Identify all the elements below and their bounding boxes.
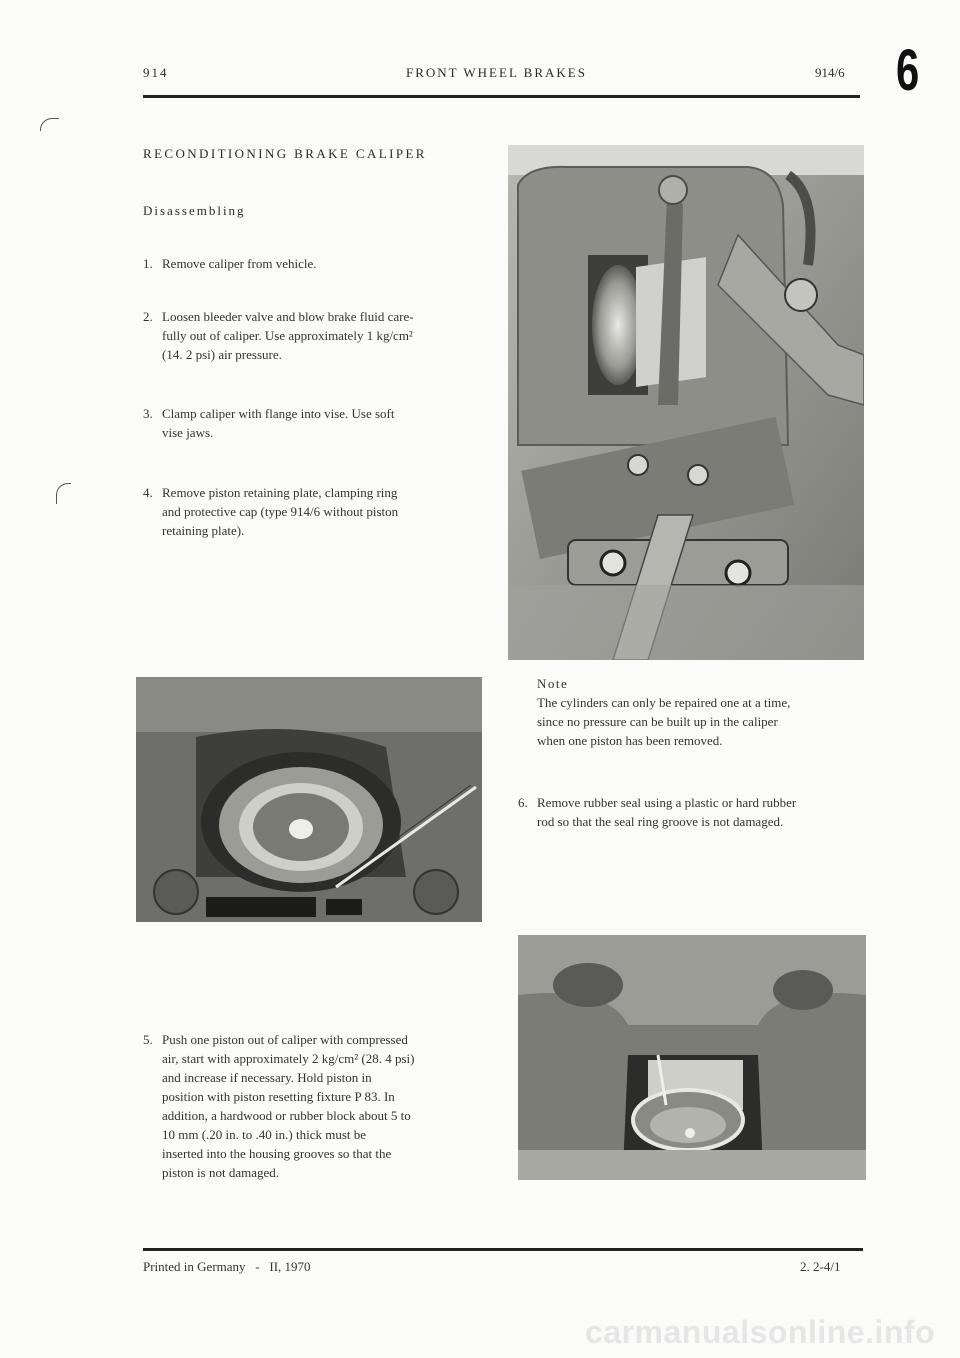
chapter-number: 6 (896, 38, 920, 103)
step-line: vise jaws. (162, 425, 214, 440)
step-number: 1. (143, 256, 153, 271)
step-line: and protective cap (type 914/6 without piston (162, 504, 399, 519)
note-line: since no pressure can be built up in the caliper (537, 714, 778, 729)
caliper-vise-photo (508, 145, 864, 660)
note-line: The cylinders can only be repaired one at a time, (537, 695, 791, 710)
subsection-title: Disassembling (143, 203, 246, 218)
step-number: 2. (143, 309, 153, 324)
step-line: retaining plate). (162, 523, 245, 538)
step-5 (143, 1030, 523, 1190)
step-line: position with piston resetting fixture P 83. In (162, 1089, 395, 1104)
header-rule (143, 95, 860, 98)
step-line: Remove caliper from vehicle. (162, 256, 317, 271)
step-line: fully out of caliper. Use approximately 1 kg/cm² (162, 328, 413, 343)
step-line: Loosen bleeder valve and blow brake fluid care- (162, 309, 414, 324)
step-number: 5. (143, 1032, 153, 1047)
step-line: Remove rubber seal using a plastic or hard rubber (537, 795, 797, 810)
footer-rule (143, 1248, 863, 1251)
step-1 (143, 254, 523, 274)
step-4 (143, 483, 523, 543)
step-line: Clamp caliper with flange into vise. Use soft (162, 406, 395, 421)
watermark-text: carmanualsonline.info (585, 1314, 936, 1350)
seal-removal-photo (518, 935, 866, 1180)
header-title: FRONT WHEEL BRAKES (406, 65, 587, 80)
step-line: air, start with approximately 2 kg/cm² (28. 4 psi) (162, 1051, 415, 1066)
step-line: inserted into the housing grooves so that the (162, 1146, 392, 1161)
footer-page-number: 2. 2-4/1 (800, 1259, 841, 1274)
step-number: 6. (518, 795, 528, 810)
step-line: (14. 2 psi) air pressure. (162, 347, 282, 362)
margin-mark (40, 118, 59, 131)
note-title: Note (537, 676, 569, 691)
step-3 (143, 404, 523, 444)
footer-print-info: Printed in Germany - II, 1970 (143, 1259, 311, 1274)
step-line: piston is not damaged. (162, 1165, 279, 1180)
step-number: 4. (143, 485, 153, 500)
step-line: 10 mm (.20 in. to .40 in.) thick must be (162, 1127, 367, 1142)
note-line: when one piston has been removed. (537, 733, 723, 748)
step-number: 3. (143, 406, 153, 421)
step-line: addition, a hardwood or rubber block about 5 to (162, 1108, 411, 1123)
section-title: RECONDITIONING BRAKE CALIPER (143, 146, 427, 161)
step-line: Remove piston retaining plate, clamping ring (162, 485, 398, 500)
header-model: 914 (143, 65, 169, 80)
step-line: rod so that the seal ring groove is not damaged. (537, 814, 784, 829)
note-body (537, 693, 867, 750)
header-model-right: 914/6 (815, 65, 845, 80)
step-line: and increase if necessary. Hold piston in (162, 1070, 372, 1085)
piston-removal-photo (136, 677, 482, 922)
step-6 (518, 793, 878, 833)
step-2 (143, 307, 523, 367)
margin-mark (56, 483, 71, 504)
step-line: Push one piston out of caliper with compressed (162, 1032, 408, 1047)
